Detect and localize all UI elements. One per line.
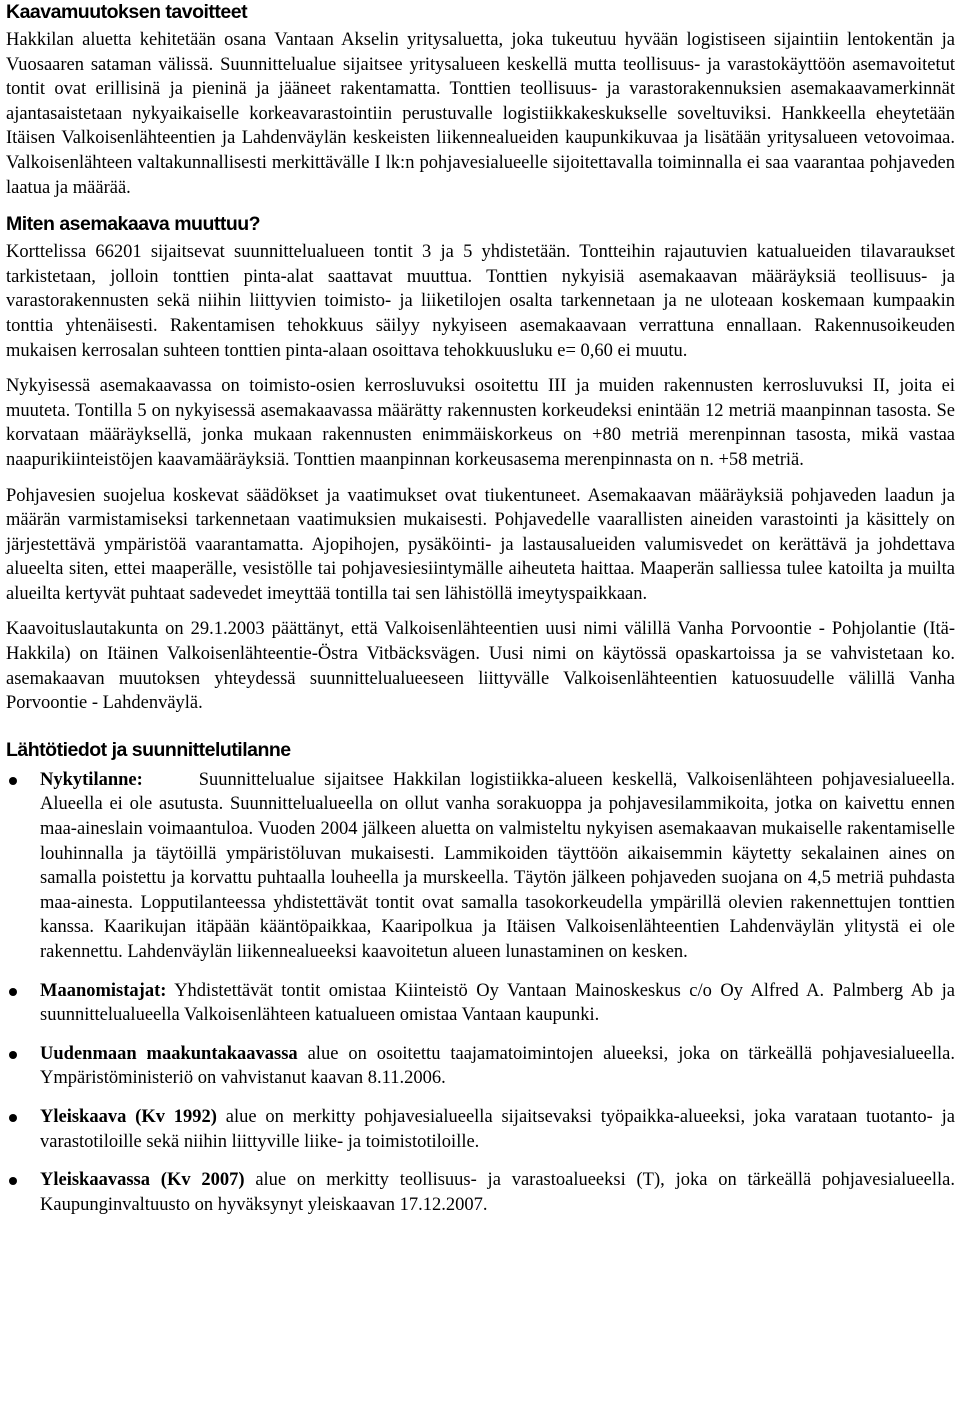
bullet-text: Suunnittelualue sijaitsee Hakkilan logistiikka-alueen keskellä, Valkoisenlähteen pohjavesialueella. Alueella ei ole asutusta. Suunnittelualueella on ollut vanha sorakuoppa ja pohjavesilammikoita, jotka on kaivettu ennen maa-aineslain voimaantuloa. Vuoden 2004 jälkeen aluetta on valmisteltu nykyisen asemakaavan mukaiselle rakentamiselle louhinnalla ja täytöillä ympäristöluvan mukaisesti. Lammikoiden täyttöön aikaisemmin käytetty sekalainen aines on samalla poistettu ja korvattu puhtaalla louheella ja murskeella. Täytön jälkeen pohjaveden suojana on 4,5 metriä puhdasta maa-ainesta. Lopputilanteessa yhdistettävät tontit ovat samalla tasokorkeudella ympärillä olevien rakennettujen tonttien kanssa. Kaarikujan itäpään kääntöpaikkaa, Kaaripolkua ja Itäisen Valkoisenlähteentien Lahdenväylän ylitystä ei ole rakennettu. Lahdenväylän liikennealueeksi kaavoitetun alueen lunastaminen on kesken. [40, 769, 955, 962]
bullet-dot-icon [9, 988, 17, 996]
bullet-item-landowners [6, 979, 955, 1028]
bullet-item-regional-plan [6, 1042, 955, 1091]
bullet-dot-icon [9, 777, 17, 785]
bullet-dot-icon [9, 1177, 17, 1185]
bullet-item-current-situation [6, 768, 955, 965]
changes-paragraph-2: Nykyisessä asemakaavassa on toimisto-osien kerrosluvuksi osoitettu III ja muiden rakennusten kerrosluvuksi II, joita ei muuteta. Tontilla 5 on nykyisessä asemakaavassa määrätty rakennusten korkeudeksi enintään 12 metriä maanpinnan tasosta. Se korvataan määräyksellä, jonka mukaan rakennusten enimmäiskorkeus on +80 metriä merenpinnan tasosta, mikä vastaa naapurikiinteistöjen kaavamääräyksiä. Tonttien maanpinnan korkeusasema merenpinnasta on n. +58 metriä. [6, 376, 955, 470]
bullet-text: alue on merkitty pohjavesialueella sijaitsevaksi työpaikka-alueeksi, joka varataan tuotanto- ja varastotiloille sekä niihin liittyville liike- ja toimistotiloille. [40, 1106, 955, 1152]
bullet-term: Yleiskaava (Kv 1992) [40, 1106, 217, 1127]
section-heading-changes: Miten asemakaava muuttuu? [6, 213, 261, 236]
bullet-text: alue on merkitty teollisuus- ja varastoalueeksi (T), joka on tärkeällä pohjavesialueella. Kaupunginvaltuusto on hyväksynyt yleiskaavan 17.12.2007. [40, 1170, 955, 1215]
bullet-text: Yhdistettävät tontit omistaa Kiinteistö Oy Vantaan Mainoskeskus c/o Oy Alfred A. Palmberg Ab ja suunnittelualueella Valkoisenlähteen katualueen omistaa Vantaan kaupunki. [40, 980, 955, 1026]
section-heading-background: Lähtötiedot ja suunnittelutilanne [6, 738, 291, 761]
bullet-term: Nykytilanne: [40, 769, 143, 790]
bullet-text: alue on osoitettu taajamatoimintojen alueeksi, joka on tärkeällä pohjavesialueella. Ympäristöministeriö on vahvistanut kaavan 8.11.2006. [40, 1043, 956, 1089]
bullet-dot-icon [9, 1114, 17, 1122]
bullet-item-master-plan-2007 [6, 1168, 955, 1217]
changes-paragraph-4: Kaavoituslautakunta on 29.1.2003 päättänyt, että Valkoisenlähteentien uusi nimi välillä Vanha Porvoontie - Pohjolantie (Itä-Hakkila) on Itäinen Valkoisenlähteentie-Östra Vitbäcksvägen. Uusi nimi on käytössä opaskartoissa ja se vahvistetaan ko. asemakaavan muutoksen yhteydessä suunnittelualueeseen liittyvälle Valkoisenlähteentien katuosuudelle välillä Vanha Porvoontie - Lahdenväylä. [6, 619, 955, 714]
bullet-term: Uudenmaan maakuntakaavassa [40, 1043, 298, 1064]
changes-paragraph-1: Korttelissa 66201 sijaitsevat suunnittelualueen tontit 3 ja 5 yhdistetään. Tontteihin rajautuvien katualueiden tilavaraukset tarkistetaan, jolloin tonttien pinta-alat saattavat muuttua. Tonttien nykyisiä asemakaavan määräyksiä teollisuus- ja varastorakennusten sekä niihin liittyvien toimisto- ja liiketilojen osalta tarkennetaan ja ne uloteaan koskemaan kumpaakin tonttia yhtenäisesti. Rakentamisen tehokkuus säilyy nykyiseen asemakaavaan verrattuna ennallaan. Rakennusoikeuden mukaisen kerrosalan suhteen tonttien pinta-alaan osoittava tehokkuusluku e= 0,60 ei muutu. [6, 242, 955, 361]
section-heading-goals: Kaavamuutoksen tavoitteet [6, 1, 248, 23]
bullet-item-master-plan-1992 [6, 1105, 955, 1154]
bullet-dot-icon [9, 1051, 17, 1059]
changes-paragraph-3: Pohjavesien suojelua koskevat säädökset ja vaatimukset ovat tiukentuneet. Asemakaavan määräyksiä pohjaveden laadun ja määrän varmistamiseksi tarkennetaan vaatimuksien mukaisesti. Pohjavedelle vaarallisten aineiden varastointi ja käsittely on järjestettävä ympäristöä vaarantamatta. Ajopihojen, pysäköinti- ja lastausalueiden valumisvedet on kerättävä ja johdettava alueelta siten, ettei maaperälle, vesistölle tai pohjavesiesiintymälle aiheuteta haittaa. Maaperän salliessa tulee katoilta ja muilta alueilta kertyvät puhtaat sadevedet imeyttää tontilla tai sen lähistöllä imeytyspaikkaan. [6, 485, 955, 604]
bullet-term: Maanomistajat: [40, 980, 167, 1001]
bullet-term: Yleiskaavassa (Kv 2007) [40, 1170, 245, 1191]
goals-paragraph: Hakkilan aluetta kehitetään osana Vantaan Akselin yritysaluetta, joka tukeutuu hyvään logistiseen sijaintiin lentokentän ja Vuosaaren sataman välissä. Suunnittelualue sijaitsee yritysalueen keskellä mutta teollisuus- ja varastokäyttöön asemavoitetut tontit ovat erillisinä ja pieninä ja jääneet rakentamatta. Tonttien teollisuus- ja varastorakennuksien asemakaavamerkinnät ajantasaistetaan nykyaikaiselle korkeavarastointiin perustuvalle logistiikkakeskukselle soveltuviksi. Hankkeella eheytetään Itäisen Valkoisenlähteentien ja Lahdenväylän keskeisten liikennealueiden kaupunkikuvaa ja lisätään yritysalueen vetovoimaa. Valkoisenlähteen valtakunnallisesti merkittävälle I lk:n pohjavesialueelle sijoitettavalla toiminnalla ei saa vaarantaa pohjaveden laatua ja määrää. [6, 30, 955, 198]
background-bullet-list [6, 768, 955, 1218]
